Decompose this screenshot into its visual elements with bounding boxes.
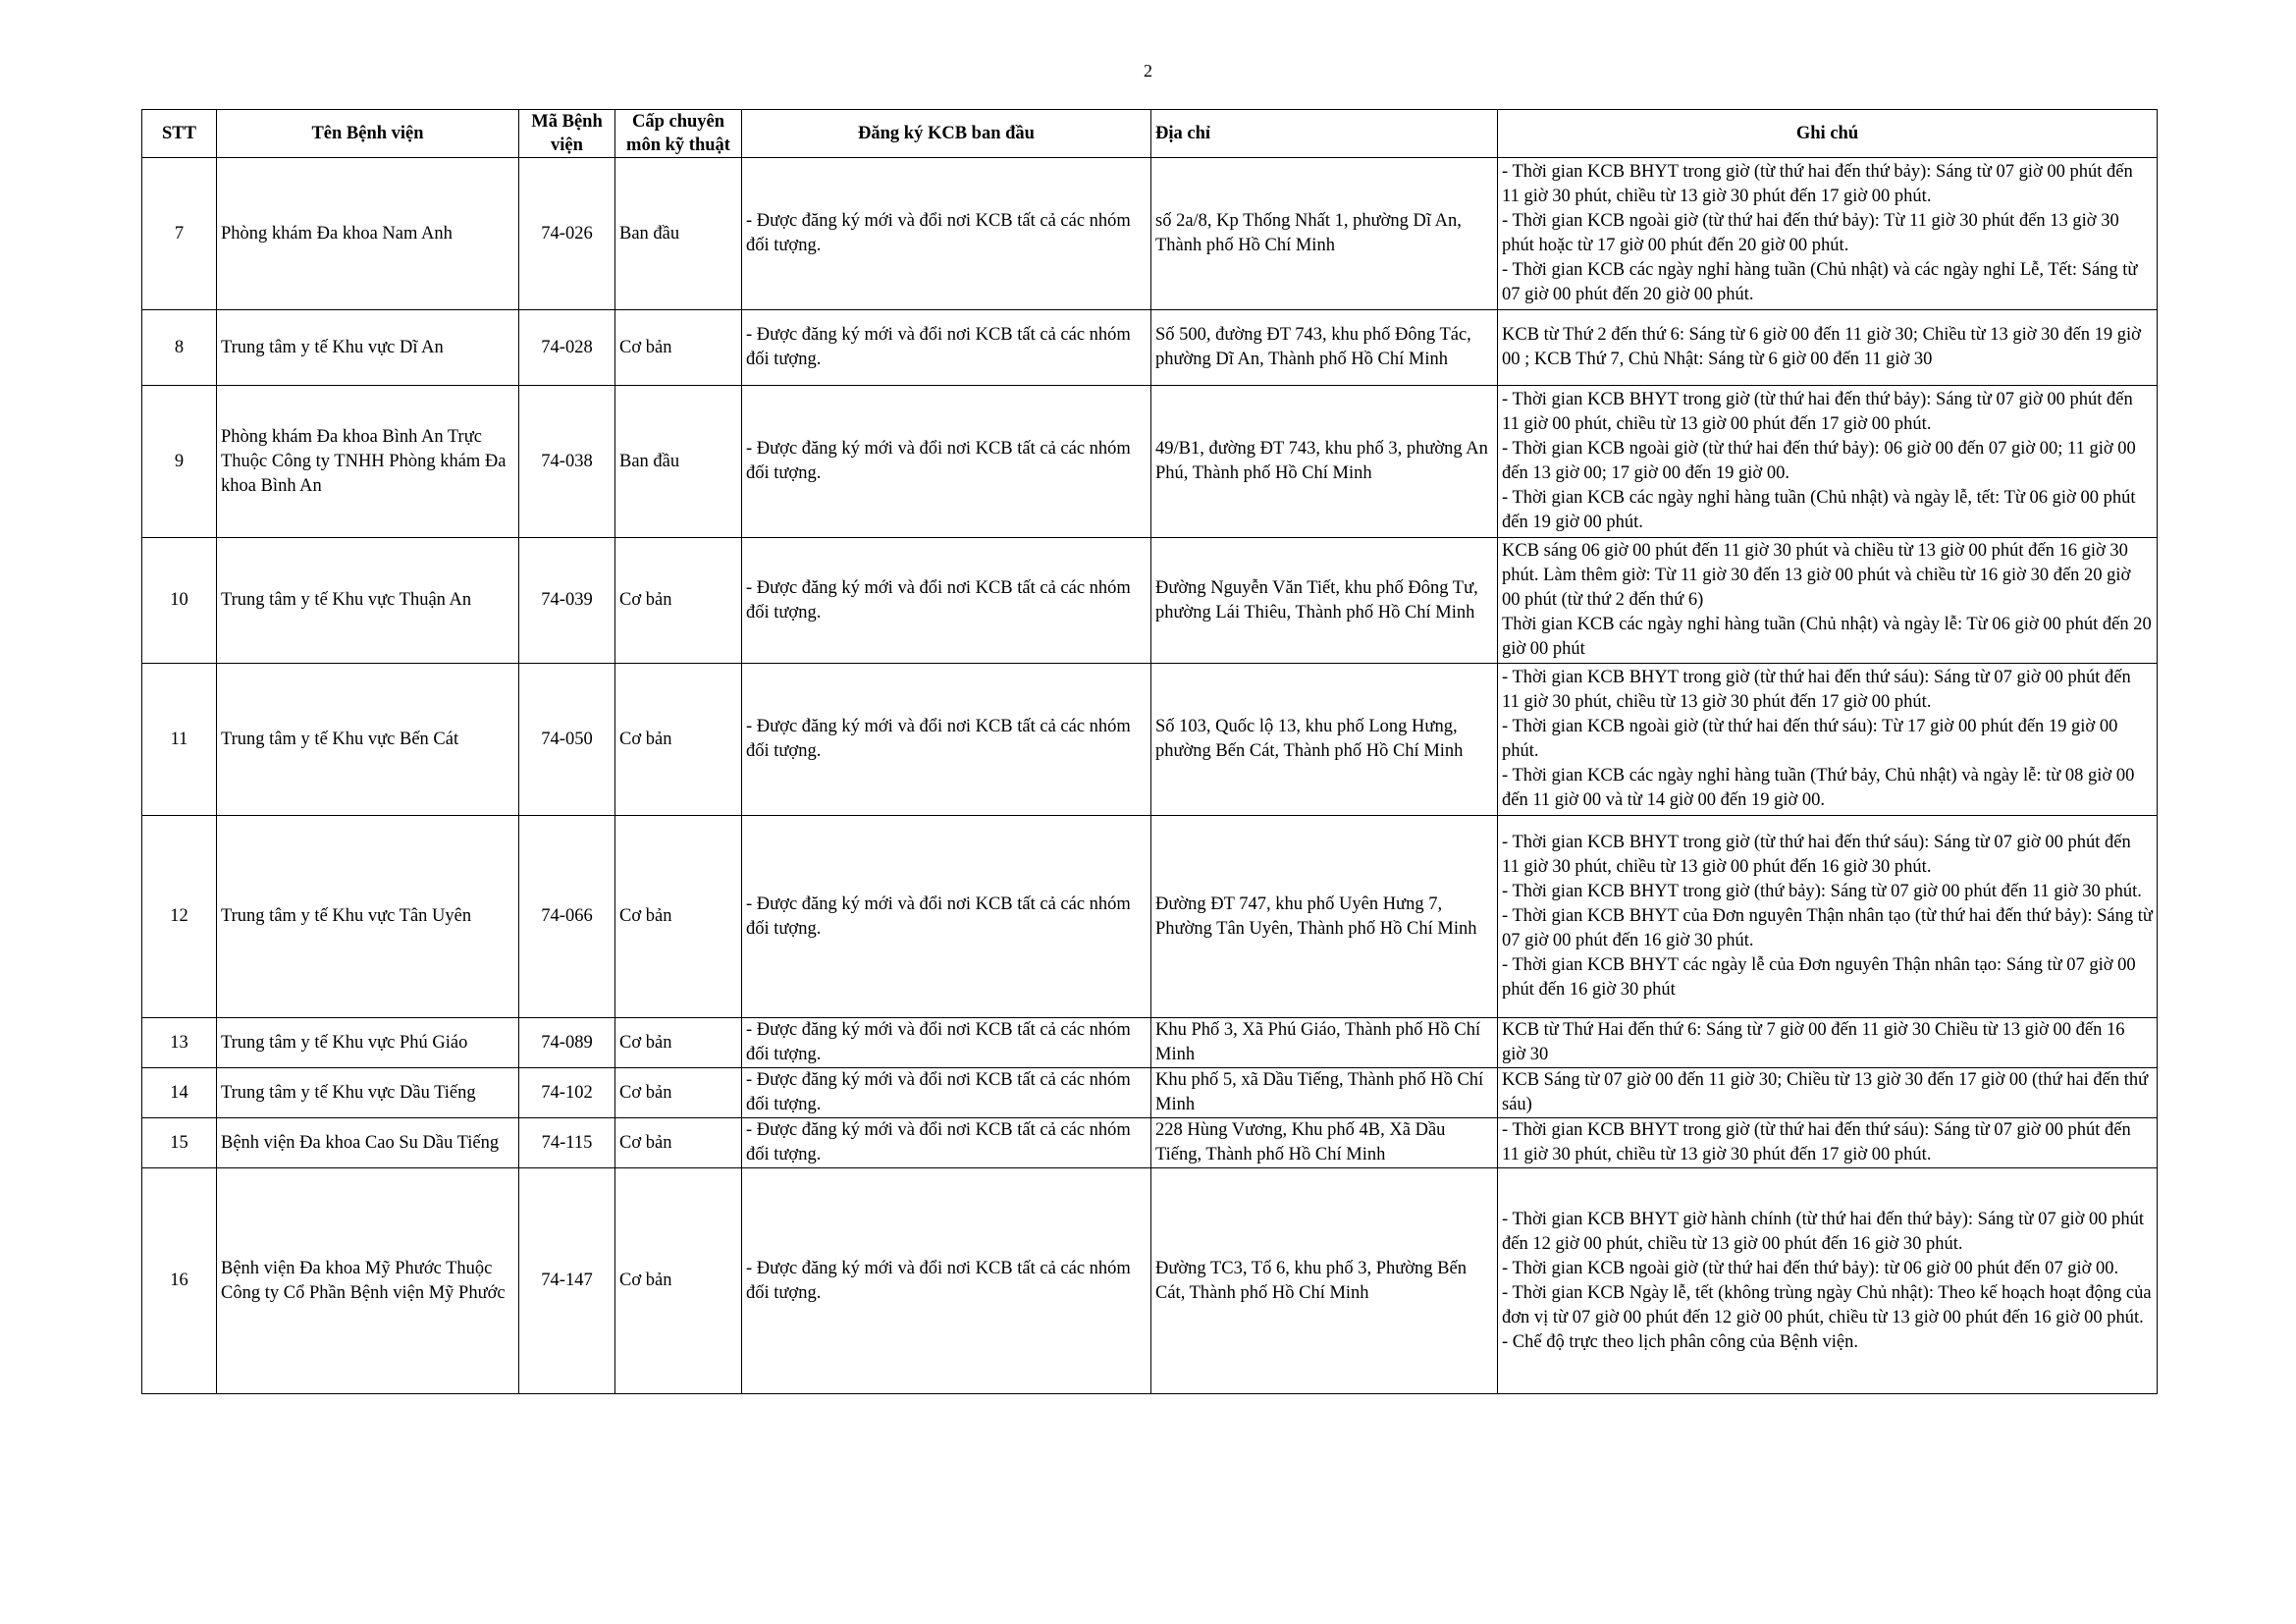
cell-stt: 12 bbox=[142, 816, 217, 1018]
note-line: KCB từ Thứ 2 đến thứ 6: Sáng từ 6 giờ 00 đến 11 giờ 30; Chiều từ 13 giờ 30 đến 19 giờ 00 ; KCB Thứ 7, Chủ Nhật: Sáng từ 6 giờ 00 đến 11 giờ 30 bbox=[1502, 325, 2141, 369]
cell-hospital-code: 74-050 bbox=[519, 664, 615, 816]
note-line: - Thời gian KCB BHYT các ngày lễ của Đơn nguyên Thận nhân tạo: Sáng từ 07 giờ 00 phút đến 16 giờ 30 phút bbox=[1502, 955, 2136, 1000]
cell-registration: - Được đăng ký mới và đổi nơi KCB tất cả các nhóm đối tượng. bbox=[742, 538, 1151, 664]
cell-technical-level: Cơ bản bbox=[615, 816, 742, 1018]
note-line: - Thời gian KCB ngoài giờ (từ thứ hai đến thứ sáu): Từ 17 giờ 00 phút đến 19 giờ 00 phút. bbox=[1502, 717, 2118, 761]
cell-hospital-name: Trung tâm y tế Khu vực Tân Uyên bbox=[217, 816, 519, 1018]
cell-address: Khu Phố 3, Xã Phú Giáo, Thành phố Hồ Chí Minh bbox=[1151, 1018, 1498, 1068]
note-line: - Thời gian KCB ngoài giờ (từ thứ hai đến thứ bảy): Từ 11 giờ 30 phút đến 13 giờ 30 phút hoặc từ 17 giờ 00 phút đến 20 giờ 00 phút. bbox=[1502, 211, 2119, 255]
note-line: - Thời gian KCB Ngày lễ, tết (không trùng ngày Chủ nhật): Theo kế hoạch hoạt động của đơn vị từ 07 giờ 00 phút đến 12 giờ 00 phút, chiều từ 13 giờ 00 phút đến 16 giờ 00 phút. bbox=[1502, 1282, 2152, 1327]
cell-note bbox=[1498, 158, 2158, 310]
cell-hospital-code: 74-066 bbox=[519, 816, 615, 1018]
note-line: - Thời gian KCB BHYT giờ hành chính (từ thứ hai đến thứ bảy): Sáng từ 07 giờ 00 phút đến 12 giờ 00 phút, chiều từ 13 giờ 00 phút đến 16 giờ 30 phút. bbox=[1502, 1209, 2145, 1254]
note-line: - Thời gian KCB các ngày nghỉ hàng tuần (Thứ bảy, Chủ nhật) và ngày lễ: từ 08 giờ 00 đến 11 giờ 00 và từ 14 giờ 00 đến 19 giờ 00. bbox=[1502, 766, 2135, 810]
cell-address: 49/B1, đường ĐT 743, khu phố 3, phường An Phú, Thành phố Hồ Chí Minh bbox=[1151, 386, 1498, 538]
note-line: - Thời gian KCB BHYT trong giờ (thứ bảy): Sáng từ 07 giờ 00 phút đến 11 giờ 30 phút. bbox=[1502, 882, 2142, 901]
cell-technical-level: Cơ bản bbox=[615, 664, 742, 816]
table-row bbox=[142, 664, 2158, 816]
note-line: - Thời gian KCB BHYT của Đơn nguyên Thận nhân tạo (từ thứ hai đến thứ bảy): Sáng từ 07 giờ 00 phút đến 16 giờ 30 phút. bbox=[1502, 906, 2153, 950]
table-row bbox=[142, 1118, 2158, 1168]
cell-address: Khu phố 5, xã Dầu Tiếng, Thành phố Hồ Chí Minh bbox=[1151, 1068, 1498, 1118]
table-row bbox=[142, 310, 2158, 386]
cell-technical-level: Cơ bản bbox=[615, 310, 742, 386]
cell-registration: - Được đăng ký mới và đổi nơi KCB tất cả các nhóm đối tượng. bbox=[742, 386, 1151, 538]
cell-hospital-code: 74-039 bbox=[519, 538, 615, 664]
cell-technical-level: Ban đầu bbox=[615, 158, 742, 310]
table-row bbox=[142, 1018, 2158, 1068]
cell-hospital-code: 74-026 bbox=[519, 158, 615, 310]
cell-note bbox=[1498, 664, 2158, 816]
note-line: - Thời gian KCB ngoài giờ (từ thứ hai đến thứ bảy): từ 06 giờ 00 phút đến 07 giờ 00. bbox=[1502, 1258, 2119, 1278]
table-body bbox=[142, 158, 2158, 1394]
cell-stt: 10 bbox=[142, 538, 217, 664]
note-line: - Thời gian KCB các ngày nghỉ hàng tuần (Chủ nhật) và ngày lễ, tết: Từ 06 giờ 00 phút đến 19 giờ 00 phút. bbox=[1502, 488, 2136, 532]
table-row bbox=[142, 538, 2158, 664]
table-header-row bbox=[142, 110, 2158, 158]
cell-note bbox=[1498, 1168, 2158, 1394]
cell-hospital-code: 74-102 bbox=[519, 1068, 615, 1118]
cell-technical-level: Cơ bản bbox=[615, 538, 742, 664]
cell-note bbox=[1498, 1068, 2158, 1118]
note-line: - Chế độ trực theo lịch phân công của Bệnh viện. bbox=[1502, 1331, 1858, 1352]
cell-address: Số 103, Quốc lộ 13, khu phố Long Hưng, phường Bến Cát, Thành phố Hồ Chí Minh bbox=[1151, 664, 1498, 816]
cell-hospital-name: Trung tâm y tế Khu vực Dầu Tiếng bbox=[217, 1068, 519, 1118]
cell-technical-level: Cơ bản bbox=[615, 1118, 742, 1168]
cell-stt: 13 bbox=[142, 1018, 217, 1068]
header-level: Cấp chuyên môn kỹ thuật bbox=[615, 110, 742, 158]
note-line: KCB sáng 06 giờ 00 phút đến 11 giờ 30 phút và chiều từ 13 giờ 00 phút đến 16 giờ 30 phút. Làm thêm giờ: Từ 11 giờ 30 đến 13 giờ 00 phút và chiều từ 16 giờ 30 đến 20 giờ 00 phút (từ thứ 2 đến thứ 6) bbox=[1502, 541, 2131, 610]
note-line: - Thời gian KCB ngoài giờ (từ thứ hai đến thứ bảy): 06 giờ 00 đến 07 giờ 00; 11 giờ 00 đến 13 giờ 00; 17 giờ 00 đến 19 giờ 00. bbox=[1502, 439, 2136, 483]
cell-stt: 16 bbox=[142, 1168, 217, 1394]
cell-registration: - Được đăng ký mới và đổi nơi KCB tất cả các nhóm đối tượng. bbox=[742, 816, 1151, 1018]
cell-note bbox=[1498, 310, 2158, 386]
table-row bbox=[142, 386, 2158, 538]
cell-stt: 11 bbox=[142, 664, 217, 816]
cell-hospital-code: 74-115 bbox=[519, 1118, 615, 1168]
cell-stt: 9 bbox=[142, 386, 217, 538]
cell-note bbox=[1498, 538, 2158, 664]
hospital-table bbox=[141, 109, 2158, 1394]
note-line: - Thời gian KCB các ngày nghỉ hàng tuần (Chủ nhật) và các ngày nghỉ Lễ, Tết: Sáng từ 07 giờ 00 phút đến 20 giờ 00 phút. bbox=[1502, 260, 2138, 304]
header-name: Tên Bệnh viện bbox=[217, 110, 519, 158]
cell-address: Số 500, đường ĐT 743, khu phố Đông Tác, phường Dĩ An, Thành phố Hồ Chí Minh bbox=[1151, 310, 1498, 386]
cell-hospital-name: Trung tâm y tế Khu vực Bến Cát bbox=[217, 664, 519, 816]
cell-stt: 14 bbox=[142, 1068, 217, 1118]
cell-address: số 2a/8, Kp Thống Nhất 1, phường Dĩ An, Thành phố Hồ Chí Minh bbox=[1151, 158, 1498, 310]
cell-registration: - Được đăng ký mới và đổi nơi KCB tất cả các nhóm đối tượng. bbox=[742, 158, 1151, 310]
cell-address: 228 Hùng Vương, Khu phố 4B, Xã Dầu Tiếng, Thành phố Hồ Chí Minh bbox=[1151, 1118, 1498, 1168]
cell-registration: - Được đăng ký mới và đổi nơi KCB tất cả các nhóm đối tượng. bbox=[742, 1168, 1151, 1394]
note-line: - Thời gian KCB BHYT trong giờ (từ thứ hai đến thứ sáu): Sáng từ 07 giờ 00 phút đến 11 giờ 30 phút, chiều từ 13 giờ 00 phút đến 16 giờ 30 phút. bbox=[1502, 833, 2131, 877]
cell-note bbox=[1498, 1018, 2158, 1068]
cell-technical-level: Cơ bản bbox=[615, 1068, 742, 1118]
cell-hospital-code: 74-147 bbox=[519, 1168, 615, 1394]
cell-hospital-name: Bệnh viện Đa khoa Mỹ Phước Thuộc Công ty Cổ Phần Bệnh viện Mỹ Phước bbox=[217, 1168, 519, 1394]
header-code: Mã Bệnh viện bbox=[519, 110, 615, 158]
cell-hospital-code: 74-089 bbox=[519, 1018, 615, 1068]
header-registration: Đăng ký KCB ban đầu bbox=[742, 110, 1151, 158]
table-row bbox=[142, 158, 2158, 310]
cell-address: Đường TC3, Tổ 6, khu phố 3, Phường Bến Cát, Thành phố Hồ Chí Minh bbox=[1151, 1168, 1498, 1394]
cell-note bbox=[1498, 1118, 2158, 1168]
cell-technical-level: Cơ bản bbox=[615, 1168, 742, 1394]
cell-hospital-name: Phòng khám Đa khoa Nam Anh bbox=[217, 158, 519, 310]
note-line: Thời gian KCB các ngày nghỉ hàng tuần (Chủ nhật) và ngày lễ: Từ 06 giờ 00 phút đến 20 giờ 00 phút bbox=[1502, 615, 2152, 659]
cell-hospital-name: Bệnh viện Đa khoa Cao Su Dầu Tiếng bbox=[217, 1118, 519, 1168]
header-stt: STT bbox=[142, 110, 217, 158]
cell-registration: - Được đăng ký mới và đổi nơi KCB tất cả các nhóm đối tượng. bbox=[742, 1018, 1151, 1068]
table-row bbox=[142, 1068, 2158, 1118]
table-row bbox=[142, 816, 2158, 1018]
note-line: KCB Sáng từ 07 giờ 00 đến 11 giờ 30; Chiều từ 13 giờ 30 đến 17 giờ 00 (thứ hai đến thứ sáu) bbox=[1502, 1070, 2149, 1114]
cell-technical-level: Ban đầu bbox=[615, 386, 742, 538]
header-address: Địa chỉ bbox=[1151, 110, 1498, 158]
cell-registration: - Được đăng ký mới và đổi nơi KCB tất cả các nhóm đối tượng. bbox=[742, 310, 1151, 386]
note-line: - Thời gian KCB BHYT trong giờ (từ thứ hai đến thứ sáu): Sáng từ 07 giờ 00 phút đến 11 giờ 30 phút, chiều từ 13 giờ 30 phút đến 17 giờ 00 phút. bbox=[1502, 1120, 2131, 1164]
cell-registration: - Được đăng ký mới và đổi nơi KCB tất cả các nhóm đối tượng. bbox=[742, 1118, 1151, 1168]
cell-hospital-code: 74-028 bbox=[519, 310, 615, 386]
cell-stt: 7 bbox=[142, 158, 217, 310]
note-line: - Thời gian KCB BHYT trong giờ (từ thứ hai đến thứ sáu): Sáng từ 07 giờ 00 phút đến 11 giờ 30 phút, chiều từ 13 giờ 30 phút đến 17 giờ 00 phút. bbox=[1502, 668, 2131, 712]
cell-hospital-name: Trung tâm y tế Khu vực Phú Giáo bbox=[217, 1018, 519, 1068]
cell-hospital-code: 74-038 bbox=[519, 386, 615, 538]
cell-technical-level: Cơ bản bbox=[615, 1018, 742, 1068]
cell-registration: - Được đăng ký mới và đổi nơi KCB tất cả các nhóm đối tượng. bbox=[742, 1068, 1151, 1118]
page-number: 2 bbox=[1144, 61, 1152, 81]
cell-address: Đường ĐT 747, khu phố Uyên Hưng 7, Phường Tân Uyên, Thành phố Hồ Chí Minh bbox=[1151, 816, 1498, 1018]
header-note: Ghi chú bbox=[1498, 110, 2158, 158]
cell-stt: 8 bbox=[142, 310, 217, 386]
note-line: - Thời gian KCB BHYT trong giờ (từ thứ hai đến thứ bảy): Sáng từ 07 giờ 00 phút đến 11 giờ 00 phút, chiều từ 13 giờ 00 phút đến 17 giờ 00 phút. bbox=[1502, 390, 2133, 434]
note-line: - Thời gian KCB BHYT trong giờ (từ thứ hai đến thứ bảy): Sáng từ 07 giờ 00 phút đến 11 giờ 30 phút, chiều từ 13 giờ 30 phút đến 17 giờ 00 phút. bbox=[1502, 162, 2133, 206]
cell-hospital-name: Phòng khám Đa khoa Bình An Trực Thuộc Công ty TNHH Phòng khám Đa khoa Bình An bbox=[217, 386, 519, 538]
cell-note bbox=[1498, 386, 2158, 538]
cell-note bbox=[1498, 816, 2158, 1018]
cell-hospital-name: Trung tâm y tế Khu vực Thuận An bbox=[217, 538, 519, 664]
cell-registration: - Được đăng ký mới và đổi nơi KCB tất cả các nhóm đối tượng. bbox=[742, 664, 1151, 816]
cell-hospital-name: Trung tâm y tế Khu vực Dĩ An bbox=[217, 310, 519, 386]
table-row bbox=[142, 1168, 2158, 1394]
cell-address: Đường Nguyễn Văn Tiết, khu phố Đông Tư, phường Lái Thiêu, Thành phố Hồ Chí Minh bbox=[1151, 538, 1498, 664]
cell-stt: 15 bbox=[142, 1118, 217, 1168]
note-line: KCB từ Thứ Hai đến thứ 6: Sáng từ 7 giờ 00 đến 11 giờ 30 Chiều từ 13 giờ 00 đến 16 giờ 30 bbox=[1502, 1020, 2125, 1064]
